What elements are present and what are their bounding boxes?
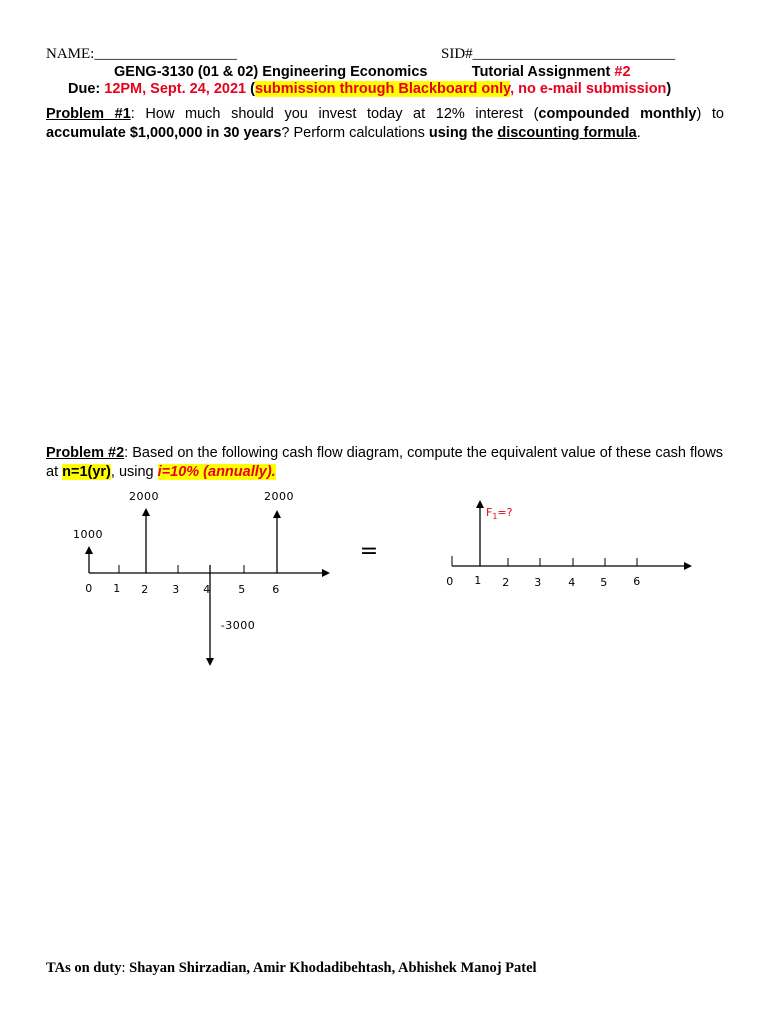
right-period-label: 6 [633,575,641,588]
target-f: F [486,506,493,519]
problem-1-text-a: : How much should you invest today at 12% interest ( [130,106,539,122]
problem-1-compounded: compounded monthly [538,106,697,122]
left-cash-flow-diagram [73,490,326,662]
problem-1-accumulate: accumulate $1,000,000 in 30 years [46,125,282,141]
right-period-label: 2 [502,576,510,589]
footer-tas [46,960,537,977]
left-period-label: 5 [238,583,246,596]
sid-field-line: SID#___________________________ [441,46,676,62]
due-date: 12PM, Sept. 24, 2021 [104,81,247,97]
right-cash-flow-diagram [446,504,688,589]
problem-1-text-c: ? Perform calculations [281,125,429,141]
course-title: GENG-3130 (01 & 02) Engineering Economics [114,64,428,80]
right-period-label: 5 [600,576,608,589]
right-period-label: 0 [446,575,454,588]
left-period-label: 3 [172,583,180,596]
left-period-label: 6 [272,583,280,596]
footer-label: TAs on duty [46,960,122,976]
target-subscript: 1 [492,512,498,521]
submission-open-paren: ( [246,81,255,97]
problem-1-text-d: . [636,125,641,141]
problem-2-n-value: n=1(yr) [62,464,111,480]
left-flow-label-neg-3000: -3000 [220,619,256,632]
problem-2-i-value: i=10% (annually). [157,464,276,480]
right-period-label: 3 [534,576,542,589]
right-target-label [486,506,513,521]
right-period-label: 4 [568,576,576,589]
name-field-line: NAME:___________________ [46,46,237,62]
left-period-label: 0 [85,582,93,595]
left-flow-label-2000-a: 2000 [129,490,159,503]
problem-1-text-b: ) to [696,106,724,122]
footer-names: Shayan Shirzadian, Amir Khodadibehtash, Abhishek Manoj Patel [129,960,537,976]
submission-note: no e-mail submission [518,81,667,97]
right-period-label: 1 [474,574,482,587]
assignment-label: Tutorial Assignment [471,64,615,80]
left-flow-label-2000-b: 2000 [264,490,294,503]
problem-1-formula: discounting formula [497,125,637,141]
submission-highlight: submission through Blackboard only [254,81,511,97]
target-suffix: =? [497,506,513,519]
problem-1-using-the: using the [428,125,498,141]
problem-2-text-a: : Based on the following cash flow diagram, compute the equivalent value of these cash flows at [46,445,724,480]
problem-2-label: Problem #2 [46,445,125,461]
left-period-label: 2 [141,583,149,596]
due-label: Due: [68,81,105,97]
assignment-number: #2 [614,64,631,80]
problem-1-label: Problem #1 [46,106,131,122]
left-period-label: 1 [113,582,121,595]
problem-2-text-b: , using [110,464,158,480]
left-flow-label-1000: 1000 [73,528,103,541]
submission-comma: , [510,81,519,97]
equals-sign: = [359,539,379,564]
submission-close-paren: ) [666,81,672,97]
left-period-label: 4 [203,583,211,596]
footer-separator: : [121,960,130,976]
